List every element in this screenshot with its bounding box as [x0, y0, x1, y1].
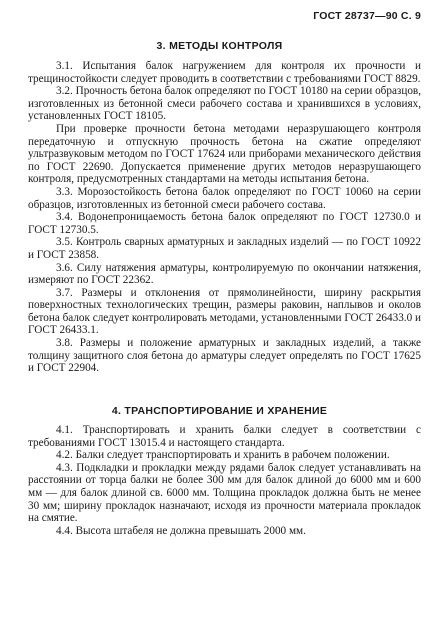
paragraph-3-2-nondestructive: При проверке прочности бетона методами неразрушающего контроля передаточную и отпускную прочность бетона на сжатие определяют ультразвуковым методом по ГОСТ 17624 или приборами механического действия по ГОСТ 22690. Допускается применение других методов неразрушающего контроля, предусмотренных стандартами на методы испытания бетона.	[28, 122, 421, 186]
paragraph-3-7: 3.7. Размеры и отклонения от прямолинейности, ширину раскрытия поверхностных технологических трещин, размеры раковин, наплывов и околов бетона балок следует контролировать методами, установленными ГОСТ 26433.0 и ГОСТ 26433.1.	[28, 286, 421, 337]
paragraph-3-8: 3.8. Размеры и положение арматурных и закладных изделий, а также толщину защитного слоя бетона до арматуры следует определять по ГОСТ 17625 и ГОСТ 22904.	[28, 337, 421, 375]
paragraph-4-1: 4.1. Транспортировать и хранить балки следует в соответствии с требованиями ГОСТ 13015.4 и настоящего стандарта.	[28, 424, 421, 449]
paragraph-3-2: 3.2. Прочность бетона балок определяют по ГОСТ 10180 на серии образцов, изготовленных из бетонной смеси рабочего состава и хранившихся в условиях, установленных ГОСТ 18105.	[28, 85, 421, 123]
section-3-body	[28, 60, 421, 375]
paragraph-3-5: 3.5. Контроль сварных арматурных и закладных изделий — по ГОСТ 10922 и ГОСТ 23858.	[28, 236, 421, 261]
page-header: ГОСТ 28737—90 С. 9	[313, 10, 421, 22]
paragraph-4-3: 4.3. Подкладки и прокладки между рядами балок следует устанавливать на расстоянии от торца балки не более 300 мм для балок длиной до 6000 мм и 600 мм — для балок длиной св. 6000 мм. Толщина прокладок должна быть не менее 30 мм; ширину прокладок назначают, исходя из прочности материала прокладок на смятие.	[28, 461, 421, 525]
paragraph-4-4: 4.4. Высота штабеля не должна превышать 2000 мм.	[56, 524, 306, 537]
paragraph-3-6: 3.6. Силу натяжения арматуры, контролируемую по окончании натяжения, измеряют по ГОСТ 22362.	[28, 261, 421, 287]
paragraph-3-1: 3.1. Испытания балок нагружением для контроля их прочности и трещиностойкости следует проводить в соответствии с требованиями ГОСТ 8829.	[28, 60, 421, 85]
paragraph-3-4: 3.4. Водонепроницаемость бетона балок определяют по ГОСТ 12730.0 и ГОСТ 12730.5.	[28, 211, 421, 236]
paragraph-3-3: 3.3. Морозостойкость бетона балок определяют по ГОСТ 10060 на серии образцов, изготовленных из бетонной смеси рабочего состава.	[28, 185, 421, 211]
section-4-title: 4. ТРАНСПОРТИРОВАНИЕ И ХРАНЕНИЕ	[111, 405, 328, 417]
section-4-body	[28, 424, 421, 537]
paragraph-4-2: 4.2. Балки следует транспортировать и хранить в рабочем положении.	[56, 449, 390, 462]
section-3-title: 3. МЕТОДЫ КОНТРОЛЯ	[156, 40, 283, 52]
